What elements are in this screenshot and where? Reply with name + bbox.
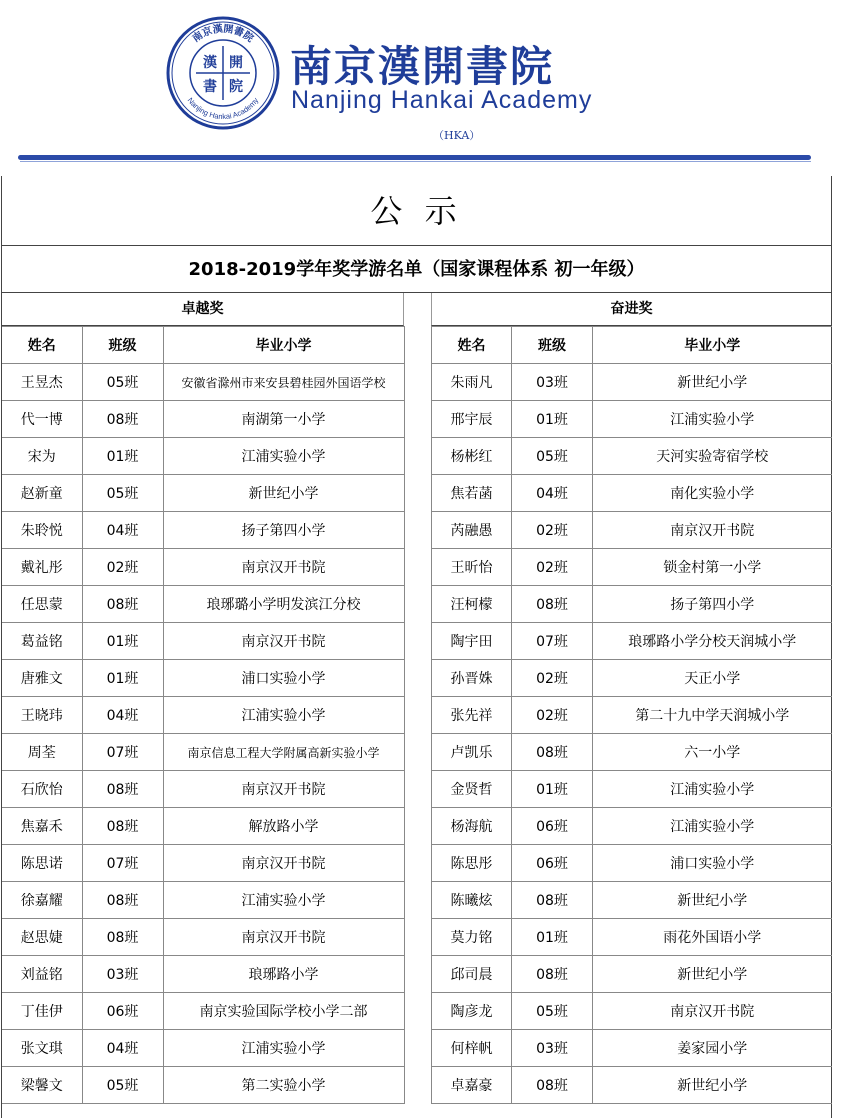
class-cell: 06班 [512,845,593,882]
school-cell: 扬子第四小学 [163,512,404,549]
student-name-cell: 焦若菡 [432,475,512,512]
class-cell: 02班 [82,549,163,586]
table-row [432,623,832,660]
school-abbreviation: （HKA） [433,129,481,142]
table-row [432,438,832,475]
header-divider [18,155,811,160]
student-name-cell: 朱雨凡 [432,364,512,401]
table-row [2,364,404,401]
class-cell: 08班 [82,919,163,956]
class-cell: 07班 [82,734,163,771]
class-cell: 02班 [512,549,593,586]
class-cell: 08班 [82,586,163,623]
table-row [432,882,832,919]
table-header-row [2,327,404,364]
student-name-cell: 丁佳伊 [2,993,82,1030]
table-row [2,697,404,734]
class-cell: 05班 [82,1067,163,1104]
student-name-cell: 石欣怡 [2,771,82,808]
student-name-cell: 陈曦炫 [432,882,512,919]
school-cell: 江浦实验小学 [163,882,404,919]
class-cell: 04班 [82,512,163,549]
progress-award-section [431,293,831,1104]
table-row [432,364,832,401]
school-cell: 南京汉开书院 [163,845,404,882]
student-name-cell: 陈思诺 [2,845,82,882]
progress-award-title: 奋进奖 [431,293,831,326]
school-cell: 雨花外国语小学 [593,919,832,956]
seal-top-text: 南京漢開書院 [190,23,256,45]
seal-bottom-text: Nanjing Hankai Academy [185,95,261,122]
table-row [432,919,832,956]
school-cell: 江浦实验小学 [163,1030,404,1067]
notice-frame [1,176,832,1118]
table-row [2,808,404,845]
table-row [432,475,832,512]
table-row [2,1030,404,1067]
school-cell: 琅琊璐小学明发滨江分校 [163,586,404,623]
school-seal-logo [166,16,280,130]
school-cell: 南化实验小学 [593,475,832,512]
student-name-cell: 葛益铭 [2,623,82,660]
class-cell: 05班 [82,364,163,401]
table-row [432,956,832,993]
school-cell: 南京实验国际学校小学二部 [163,993,404,1030]
class-cell: 02班 [512,660,593,697]
student-name-cell: 卓嘉豪 [432,1067,512,1104]
school-cell: 天河实验寄宿学校 [593,438,832,475]
table-row [432,771,832,808]
class-cell: 01班 [512,919,593,956]
table-row [2,1067,404,1104]
class-cell: 01班 [82,438,163,475]
table-row [2,438,404,475]
student-name-cell: 朱聆悦 [2,512,82,549]
notice-subtitle: 2018-2019学年奖学游名单（国家课程体系 初一年级） [2,246,831,293]
student-name-cell: 唐雅文 [2,660,82,697]
student-name-cell: 宋为 [2,438,82,475]
class-cell: 05班 [512,993,593,1030]
class-cell: 01班 [512,771,593,808]
student-name-cell: 张先祥 [432,697,512,734]
class-cell: 02班 [512,512,593,549]
class-cell: 08班 [512,1067,593,1104]
column-header-class: 班级 [512,327,593,364]
student-name-cell: 陶宇田 [432,623,512,660]
school-cell: 姜家园小学 [593,1030,832,1067]
notice-title: 公 示 [2,176,831,246]
school-cell: 南京汉开书院 [163,771,404,808]
school-cell: 锁金村第一小学 [593,549,832,586]
class-cell: 08班 [512,586,593,623]
table-row [432,993,832,1030]
excellence-award-rows [2,364,404,1104]
student-name-cell: 孙晋姝 [432,660,512,697]
school-cell: 江浦实验小学 [163,438,404,475]
school-cell: 新世纪小学 [593,882,832,919]
school-cell: 天正小学 [593,660,832,697]
class-cell: 03班 [512,1030,593,1067]
table-row [432,697,832,734]
seal-char-4: 院 [229,79,243,95]
class-cell: 06班 [512,808,593,845]
school-cell: 新世纪小学 [163,475,404,512]
school-cell: 第二十九中学天润城小学 [593,697,832,734]
class-cell: 03班 [82,956,163,993]
column-header-name: 姓名 [432,327,512,364]
student-name-cell: 任思蒙 [2,586,82,623]
student-name-cell: 王晓玮 [2,697,82,734]
school-header [0,0,842,172]
class-cell: 08班 [82,808,163,845]
class-cell: 07班 [512,623,593,660]
school-cell: 江浦实验小学 [593,771,832,808]
student-name-cell: 杨彬红 [432,438,512,475]
table-row [432,808,832,845]
class-cell: 08班 [82,882,163,919]
class-cell: 08班 [82,771,163,808]
table-row [2,401,404,438]
column-header-name: 姓名 [2,327,82,364]
class-cell: 08班 [512,734,593,771]
student-name-cell: 金贤哲 [432,771,512,808]
student-name-cell: 邱司晨 [432,956,512,993]
table-row [2,956,404,993]
school-cell: 浦口实验小学 [163,660,404,697]
school-cell: 南京信息工程大学附属高新实验小学 [163,734,404,771]
table-row [2,512,404,549]
class-cell: 04班 [512,475,593,512]
table-row [432,1067,832,1104]
school-cell: 琅琊路小学分校天润城小学 [593,623,832,660]
school-cell: 南京汉开书院 [593,512,832,549]
table-row [432,549,832,586]
table-row [432,401,832,438]
column-header-class: 班级 [82,327,163,364]
excellence-award-section [2,293,404,1104]
student-name-cell: 张文琪 [2,1030,82,1067]
student-name-cell: 王昱杰 [2,364,82,401]
student-name-cell: 刘益铭 [2,956,82,993]
seal-char-3: 書 [203,79,217,95]
school-cell: 江浦实验小学 [593,808,832,845]
class-cell: 08班 [512,956,593,993]
school-cell: 江浦实验小学 [593,401,832,438]
school-cell: 南京汉开书院 [163,549,404,586]
school-cell: 浦口实验小学 [593,845,832,882]
school-cell: 江浦实验小学 [163,697,404,734]
student-name-cell: 卢凯乐 [432,734,512,771]
table-row [2,549,404,586]
table-row [2,882,404,919]
student-name-cell: 徐嘉耀 [2,882,82,919]
school-cell: 第二实验小学 [163,1067,404,1104]
seal-char-2: 開 [229,55,243,71]
seal-char-1: 漢 [203,55,217,71]
student-name-cell: 周荃 [2,734,82,771]
student-name-cell: 陈思彤 [432,845,512,882]
student-name-cell: 焦嘉禾 [2,808,82,845]
column-header-school: 毕业小学 [593,327,832,364]
student-name-cell: 莫力铭 [432,919,512,956]
class-cell: 05班 [82,475,163,512]
student-name-cell: 何梓帆 [432,1030,512,1067]
class-cell: 04班 [82,697,163,734]
table-row [2,586,404,623]
school-cell: 解放路小学 [163,808,404,845]
table-header-row [432,327,832,364]
table-row [432,734,832,771]
student-name-cell: 赵新童 [2,475,82,512]
school-cell: 南京汉开书院 [593,993,832,1030]
student-name-cell: 陶彦龙 [432,993,512,1030]
student-name-cell: 汪柯檬 [432,586,512,623]
column-header-school: 毕业小学 [163,327,404,364]
school-cell: 南京汉开书院 [163,919,404,956]
school-cell: 六一小学 [593,734,832,771]
class-cell: 02班 [512,697,593,734]
school-name-chinese: 南京漢開書院 [290,42,555,91]
excellence-award-table [2,326,405,1104]
school-cell: 南京汉开书院 [163,623,404,660]
student-name-cell: 戴礼彤 [2,549,82,586]
progress-award-table [431,326,832,1104]
excellence-award-title: 卓越奖 [2,293,404,326]
class-cell: 03班 [512,364,593,401]
header-divider-shadow [20,161,811,162]
school-cell: 南湖第一小学 [163,401,404,438]
student-name-cell: 芮融愚 [432,512,512,549]
school-cell: 琅琊路小学 [163,956,404,993]
school-cell: 安徽省滁州市来安县碧桂园外国语学校 [163,364,404,401]
table-row [432,512,832,549]
class-cell: 01班 [512,401,593,438]
student-name-cell: 杨海航 [432,808,512,845]
class-cell: 07班 [82,845,163,882]
table-row [2,771,404,808]
table-row [432,1030,832,1067]
class-cell: 01班 [82,623,163,660]
table-row [2,475,404,512]
table-row [432,845,832,882]
school-name-english: Nanjing Hankai Academy [291,86,593,114]
school-cell: 新世纪小学 [593,1067,832,1104]
progress-award-rows [432,364,832,1104]
student-name-cell: 王昕怡 [432,549,512,586]
table-row [432,660,832,697]
table-row [2,919,404,956]
school-cell: 新世纪小学 [593,956,832,993]
table-row [432,586,832,623]
table-row [2,660,404,697]
class-cell: 06班 [82,993,163,1030]
class-cell: 08班 [82,401,163,438]
table-row [2,993,404,1030]
class-cell: 04班 [82,1030,163,1067]
student-name-cell: 代一博 [2,401,82,438]
class-cell: 08班 [512,882,593,919]
table-row [2,845,404,882]
class-cell: 05班 [512,438,593,475]
class-cell: 01班 [82,660,163,697]
student-name-cell: 梁馨文 [2,1067,82,1104]
school-cell: 新世纪小学 [593,364,832,401]
student-name-cell: 邢宇辰 [432,401,512,438]
school-cell: 扬子第四小学 [593,586,832,623]
table-row [2,623,404,660]
table-row [2,734,404,771]
student-name-cell: 赵思婕 [2,919,82,956]
